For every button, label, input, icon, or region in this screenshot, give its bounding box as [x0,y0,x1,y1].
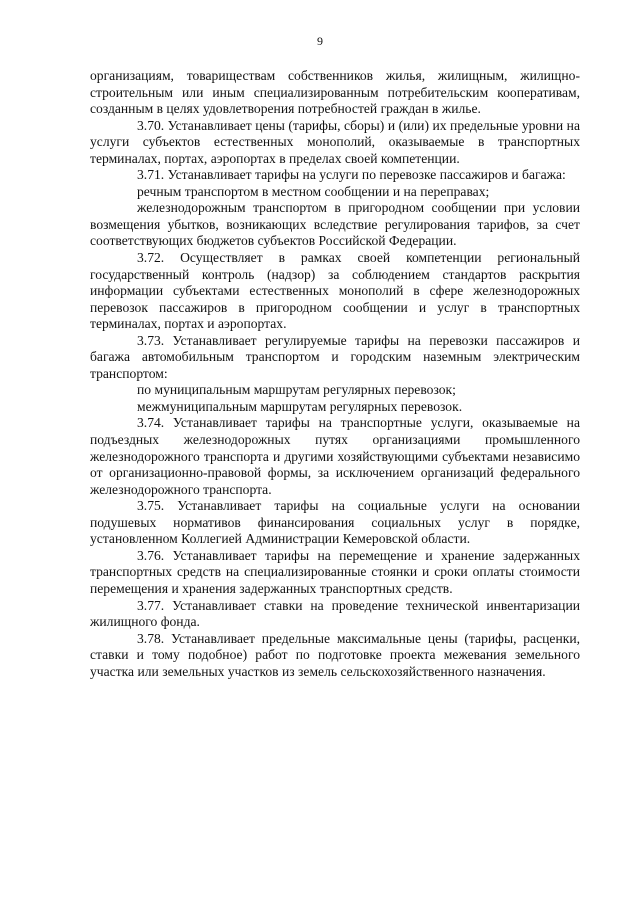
list-item-river-transport: речным транспортом в местном сообщении и на переправах; [137,183,490,199]
document-body [90,68,580,680]
list-item-rail-transport: железнодорожным транспортом в пригородном сообщении при условии возмещения убытков, возникающих вследствие регулирования тарифов, за счет соответствующих бюджетов субъектов Российской Федерации. [90,200,580,249]
paragraph-3-72: 3.72. Осуществляет в рамках своей компетенции региональный государственный контроль (надзор) за соблюдением стандартов раскрытия информации субъектами естественных монополий в сфере железнодорожных перевозок пассажиров в пригородном сообщении и услуг в транспортных терминалах, портах и аэропортах. [90,250,580,332]
list-item-intermunicipal-routes: межмуниципальным маршрутам регулярных перевозок. [137,398,463,414]
paragraph-3-74: 3.74. Устанавливает тарифы на транспортные услуги, оказываемые на подъездных железнодорожных путях организациями промышленного железнодорожного транспорта и другими хозяйствующими субъектами независимо от организационно-правовой формы, за исключением организаций федерального железнодорожного транспорта. [90,415,580,497]
paragraph-continuation: организациям, товариществам собственников жилья, жилищным, жилищно-строительным или иным специализированным потребительским кооперативам, созданным в целях удовлетворения потребностей граждан в жилье. [90,68,580,117]
paragraph-3-75: 3.75. Устанавливает тарифы на социальные услуги на основании подушевых нормативов финансирования социальных услуг в порядке, установленном Коллегией Администрации Кемеровской области. [90,498,580,547]
paragraph-3-78: 3.78. Устанавливает предельные максимальные цены (тарифы, расценки, ставки и тому подобное) работ по подготовке проекта межевания земельного участка или земельных участков из земель сельскохозяйственного назначения. [90,630,580,679]
page-number: 9 [317,34,323,48]
paragraph-3-77: 3.77. Устанавливает ставки на проведение технической инвентаризации жилищного фонда. [90,597,580,630]
paragraph-3-71: 3.71. Устанавливает тарифы на услуги по перевозке пассажиров и багажа: [137,167,566,183]
paragraph-3-70: 3.70. Устанавливает цены (тарифы, сборы) и (или) их предельные уровни на услуги субъектов естественных монополий, оказываемые в транспортных терминалах, портах, аэропортах в пределах своей компетенции. [90,117,580,166]
paragraph-3-76: 3.76. Устанавливает тарифы на перемещение и хранение задержанных транспортных средств на специализированные стоянки и сроки оплаты стоимости перемещения и хранения задержанных транспортных средств. [90,547,580,596]
list-item-municipal-routes: по муниципальным маршрутам регулярных перевозок; [137,382,456,398]
paragraph-3-73: 3.73. Устанавливает регулируемые тарифы на перевозки пассажиров и багажа автомобильным транспортом и городским наземным электрическим транспортом: [90,332,580,381]
